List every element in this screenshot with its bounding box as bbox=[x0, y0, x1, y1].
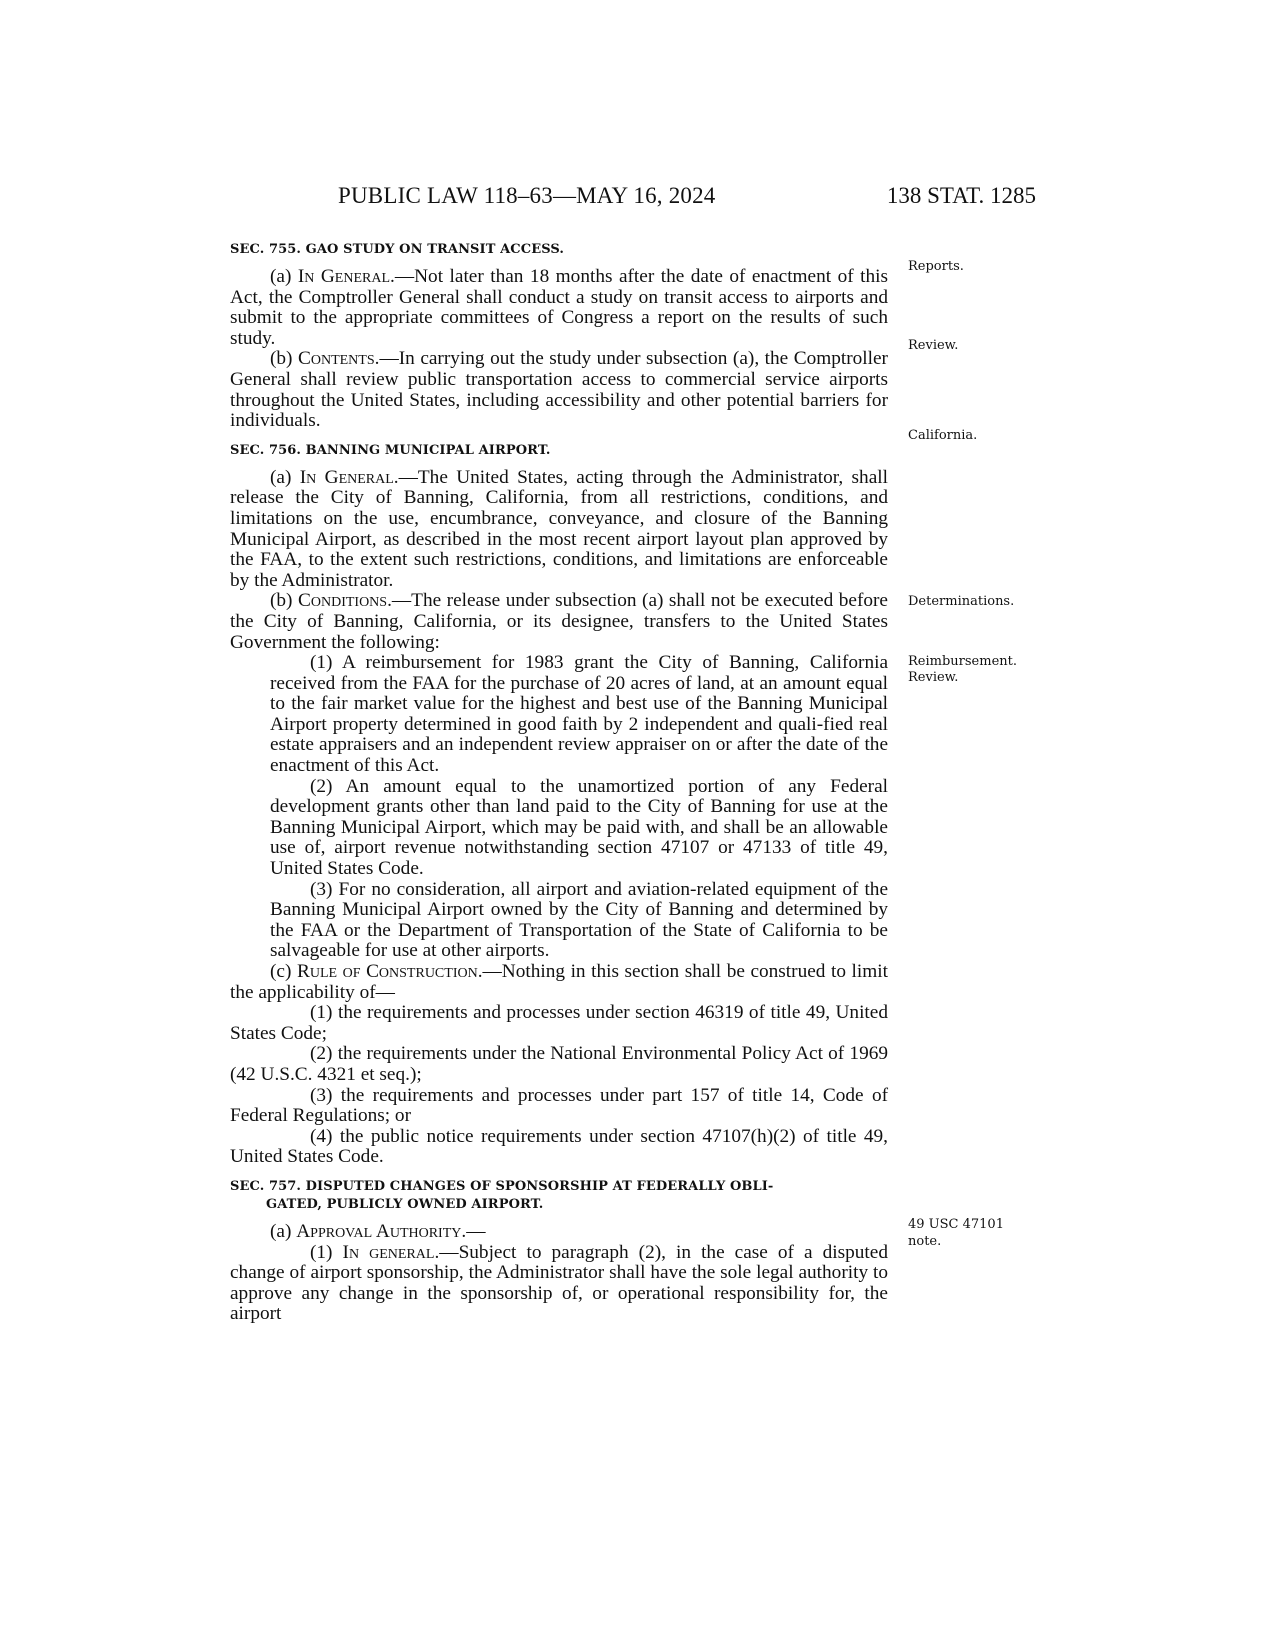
section-755-subsection-b bbox=[230, 349, 888, 431]
caption: In General bbox=[299, 466, 394, 488]
section-756-subsection-c bbox=[230, 962, 888, 1003]
usc-line-2: note. bbox=[908, 1234, 942, 1249]
label: (b) bbox=[270, 590, 298, 612]
heading-line-1: SEC. 757. DISPUTED CHANGES OF SPONSORSHIP AT FEDERALLY OBLI- bbox=[230, 1178, 774, 1194]
document-body bbox=[230, 241, 888, 1325]
section-757-a-paragraph-1 bbox=[230, 1243, 888, 1325]
section-756-c-paragraph-4: (4) the public notice requirements under section 47107(h)(2) of title 49, United States Code. bbox=[230, 1125, 888, 1168]
text: .—Nothing in this section shall be construed to limit the applicability of— bbox=[230, 961, 888, 1003]
section-756-c-paragraph-3: (3) the requirements and processes under part 157 of title 14, Code of Federal Regulations; or bbox=[230, 1084, 888, 1127]
margin-note-determinations: Determinations. bbox=[908, 594, 1015, 609]
section-757-heading bbox=[230, 1178, 888, 1214]
margin-note-review: Review. bbox=[908, 338, 959, 353]
text: .—The release under subsection (a) shall not be executed before the City of Banning, California, or its designee, transfers to the United States Government the following: bbox=[230, 590, 888, 653]
label: (a) bbox=[270, 266, 298, 287]
label: (b) bbox=[270, 348, 298, 370]
section-755-heading: SEC. 755. GAO STUDY ON TRANSIT ACCESS. bbox=[230, 242, 565, 257]
section-756-heading: SEC. 756. BANNING MUNICIPAL AIRPORT. bbox=[230, 442, 551, 458]
heading-line-2: GATED, PUBLICLY OWNED AIRPORT. bbox=[266, 1196, 544, 1212]
margin-note-reports: Reports. bbox=[908, 259, 964, 274]
caption: In General bbox=[297, 266, 391, 287]
label: (c) bbox=[270, 961, 297, 982]
section-756-subsection-b bbox=[230, 591, 888, 653]
section-756-b-paragraph-3: (3) For no consideration, all airport and aviation-related equipment of the Banning Municipal Airport owned by the City of Banning and determined by the FAA or the Department of Transportation of the State of California to be salvageable for use at other airports. bbox=[270, 878, 888, 962]
page-title: PUBLIC LAW 118–63—MAY 16, 2024 bbox=[338, 183, 716, 208]
label: (a) bbox=[270, 466, 300, 488]
caption: Conditions bbox=[298, 590, 388, 612]
margin-note-review-2: Review. bbox=[908, 670, 959, 685]
section-756-c-paragraph-2: (2) the requirements under the National Environmental Policy Act of 1969 (42 U.S.C. 4321 et seq.); bbox=[230, 1043, 888, 1085]
label: (a) bbox=[270, 1220, 297, 1242]
text: .—Subject to paragraph (2), in the case of a disputed change of airport sponsorship, the Administrator shall have the sole legal authority to approve any change in the sponsorship of, or operational responsibility for, the airport bbox=[230, 1241, 888, 1325]
text: .—The United States, acting through the Administrator, shall release the City of Banning, California, from all restrictions, conditions, and limitations on the use, encumbrance, conveyance, and closure of the Banning Municipal Airport, as described in the most recent airport layout plan approved by the FAA, to the extent such restrictions, conditions, and limitations are enforceable by the Administrator. bbox=[230, 466, 888, 591]
caption: Approval Authority bbox=[296, 1220, 462, 1242]
section-756-b-paragraph-2: (2) An amount equal to the unamortized portion of any Federal development grants other than land paid to the City of Banning for use at the Banning Municipal Airport, which may be paid with, and shall be an allowable use of, airport revenue notwithstanding section 47107 or 47133 of title 49, United States Code. bbox=[270, 775, 888, 880]
statute-page-number: 138 STAT. 1285 bbox=[886, 183, 1036, 208]
margin-note-reimbursement: Reimbursement. bbox=[908, 654, 1017, 669]
text: .—In carrying out the study under subsection (a), the Comptroller General shall review public transportation access to commercial service airports throughout the United States, including accessibility and other potential barriers for individuals. bbox=[230, 348, 888, 432]
margin-note-california: California. bbox=[908, 428, 978, 443]
usc-line-1: 49 USC 47101 bbox=[908, 1217, 1004, 1232]
text: .— bbox=[461, 1220, 486, 1242]
section-757-subsection-a bbox=[230, 1222, 888, 1243]
section-755-subsection-a bbox=[230, 267, 888, 349]
text: .—Not later than 18 months after the date of enactment of this Act, the Comptroller General shall conduct a study on transit access to airports and submit to the appropriate committees of Congress a report on the results of such study. bbox=[230, 266, 888, 349]
margin-note-usc-citation bbox=[908, 1216, 1038, 1250]
caption: Contents bbox=[298, 348, 375, 370]
section-756-c-paragraph-1: (1) the requirements and processes under section 46319 of title 49, United States Code; bbox=[230, 1002, 888, 1044]
section-756-subsection-a bbox=[230, 468, 888, 592]
caption: Rule of Construction bbox=[296, 961, 478, 982]
label: (1) bbox=[310, 1241, 343, 1263]
page-header bbox=[230, 183, 1036, 213]
caption: In general bbox=[342, 1241, 435, 1263]
section-756-b-paragraph-1: (1) A reimbursement for 1983 grant the City of Banning, California received from the FAA for the purchase of 20 acres of land, at an amount equal to the fair market value for the highest and best use of the Banning Municipal Airport property determined in good faith by 2 independent and quali-fied real estate appraisers and an independent review appraiser on or after the date of the enactment of this Act. bbox=[270, 652, 888, 777]
